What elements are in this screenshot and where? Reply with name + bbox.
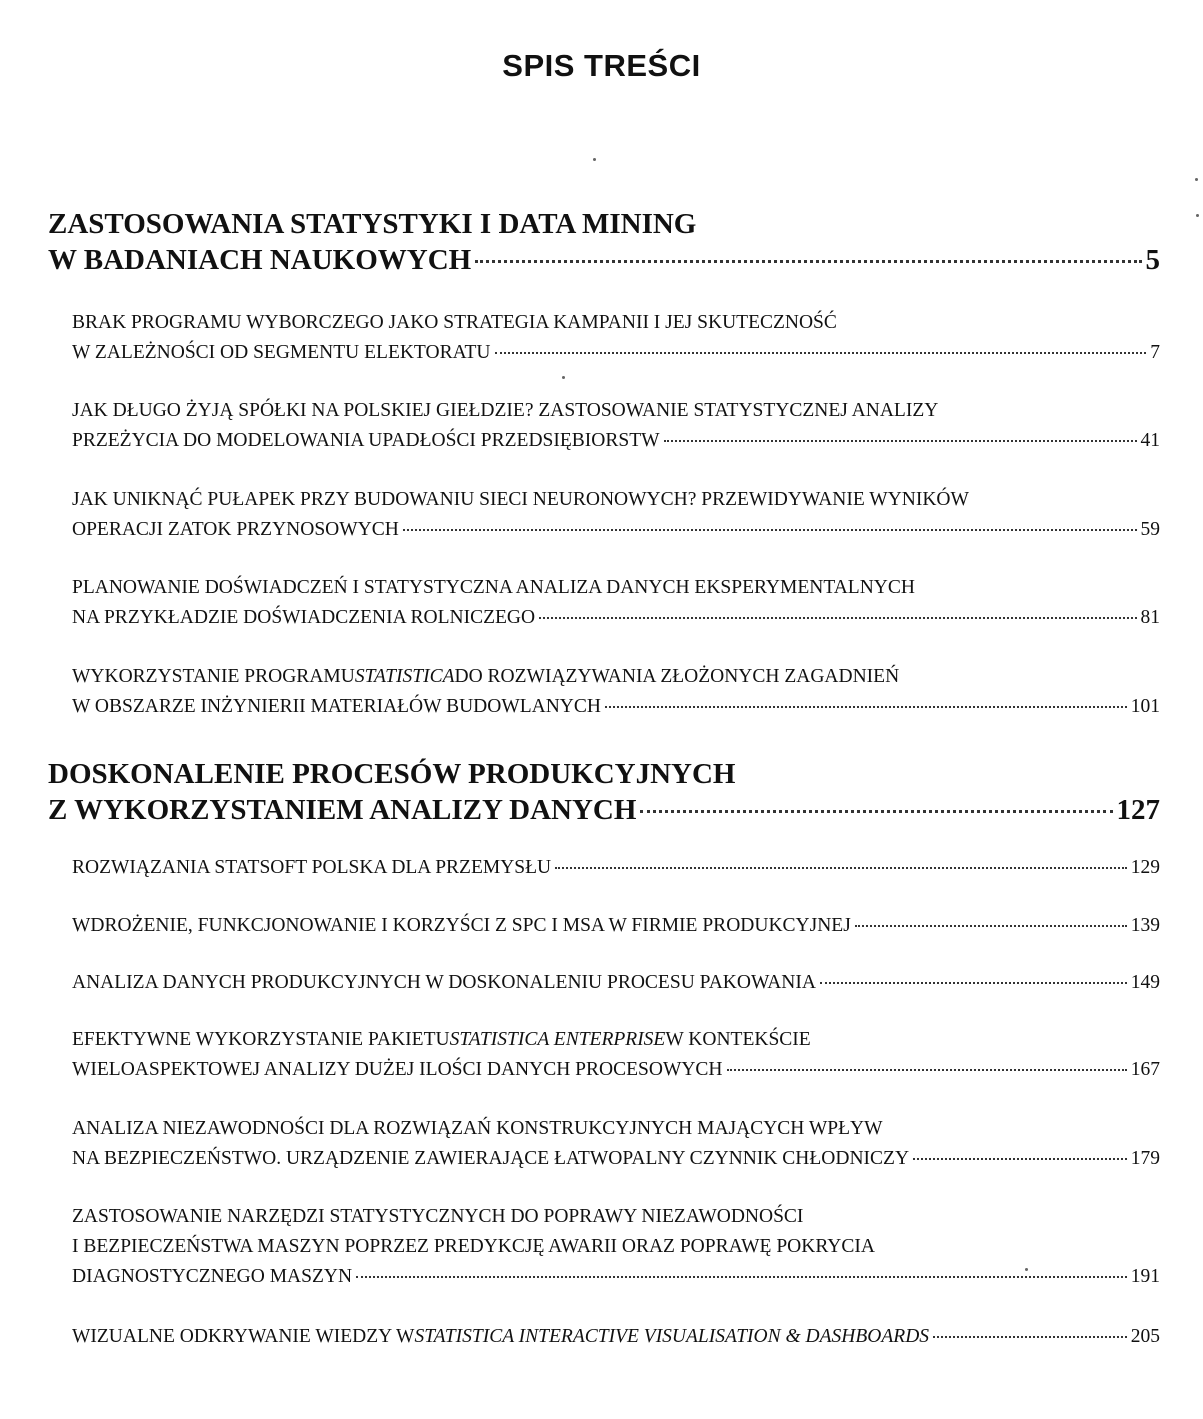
toc-entry: PLANOWANIE DOŚWIADCZEŃ I STATYSTYCZNA ANALIZA DANYCH EKSPERYMENTALNYCH NA PRZYKŁADZIE DOŚWIADCZENIA ROLNICZEGO 81 [72, 573, 1160, 633]
page-number: 129 [1130, 857, 1160, 878]
section-heading-2 [48, 756, 1160, 828]
toc-entry: JAK UNIKNĄĆ PUŁAPEK PRZY BUDOWANIU SIECI NEURONOWYCH? PRZEWIDYWANIE WYNIKÓW OPERACJI ZATOK PRZYNOSOWYCH 59 [72, 485, 1160, 545]
toc-entry: ANALIZA NIEZAWODNOŚCI DLA ROZWIĄZAŃ KONSTRUKCYJNYCH MAJĄCYCH WPŁYW NA BEZPIECZEŃSTWO. URZĄDZENIE ZAWIERAJĄCE ŁATWOPALNY CZYNNIK CHŁODNICZY 179 [72, 1114, 1160, 1174]
dot-leader [913, 1158, 1127, 1160]
dot-leader [555, 867, 1127, 869]
page-number: 205 [1130, 1326, 1160, 1347]
dot-leader [640, 810, 1112, 813]
dot-leader [475, 260, 1141, 263]
dot-leader [664, 440, 1137, 442]
scan-speck [1025, 1268, 1028, 1271]
toc-entry: JAK DŁUGO ŻYJĄ SPÓŁKI NA POLSKIEJ GIEŁDZIE? ZASTOSOWANIE STATYSTYCZNEJ ANALIZY PRZEŻYCIA DO MODELOWANIA UPADŁOŚCI PRZEDSIĘBIORSTW 41 [72, 396, 1160, 456]
dot-leader [539, 617, 1136, 619]
page-number: 101 [1130, 696, 1160, 717]
page-number: 127 [1116, 794, 1160, 826]
scan-speck [593, 158, 596, 161]
section-line: ZASTOSOWANIA STATYSTYKI I DATA MINING [48, 208, 697, 240]
toc-entry: WIZUALNE ODKRYWANIE WIEDZY W STATISTICA INTERACTIVE VISUALISATION & DASHBOARDS 205 [72, 1322, 1160, 1352]
page-number: 191 [1130, 1266, 1160, 1287]
page-title: SPIS TREŚCI [502, 48, 701, 83]
page-number: 81 [1140, 607, 1160, 628]
section-heading-1 [48, 206, 1160, 278]
section-line: DOSKONALENIE PROCESÓW PRODUKCYJNYCH [48, 758, 736, 790]
dot-leader [605, 706, 1127, 708]
page-number: 149 [1130, 972, 1160, 993]
dot-leader [855, 925, 1127, 927]
page-number: 5 [1145, 244, 1160, 276]
page-number: 41 [1140, 430, 1160, 451]
dot-leader [820, 982, 1127, 984]
section-line: W BADANIACH NAUKOWYCH 5 [48, 244, 1160, 276]
scan-speck [1195, 178, 1198, 181]
toc-entry: BRAK PROGRAMU WYBORCZEGO JAKO STRATEGIA KAMPANII I JEJ SKUTECZNOŚĆ W ZALEŻNOŚCI OD SEGMENTU ELEKTORATU 7 [72, 308, 1160, 368]
toc-entry: WYKORZYSTANIE PROGRAMU STATISTICA DO ROZWIĄZYWANIA ZŁOŻONYCH ZAGADNIEŃ W OBSZARZE INŻYNIERII MATERIAŁÓW BUDOWLANYCH 101 [72, 662, 1160, 722]
page-number: 139 [1130, 915, 1160, 936]
toc-entry: ZASTOSOWANIE NARZĘDZI STATYSTYCZNYCH DO POPRAWY NIEZAWODNOŚCI I BEZPIECZEŃSTWA MASZYN POPRZEZ PREDYKCJĘ AWARII ORAZ POPRAWĘ POKRYCIA DIAGNOSTYCZNEGO MASZYN 191 [72, 1202, 1160, 1292]
scan-speck [562, 376, 565, 379]
dot-leader [356, 1276, 1127, 1278]
page-number: 59 [1140, 519, 1160, 540]
toc-entry: EFEKTYWNE WYKORZYSTANIE PAKIETU STATISTICA ENTERPRISE W KONTEKŚCIE WIELOASPEKTOWEJ ANALIZY DUŻEJ ILOŚCI DANYCH PROCESOWYCH 167 [72, 1025, 1160, 1085]
dot-leader [727, 1069, 1127, 1071]
toc-entry: WDROŻENIE, FUNKCJONOWANIE I KORZYŚCI Z SPC I MSA W FIRMIE PRODUKCYJNEJ 139 [72, 911, 1160, 941]
page-number: 167 [1130, 1059, 1160, 1080]
toc-entry: ROZWIĄZANIA STATSOFT POLSKA DLA PRZEMYSŁU 129 [72, 853, 1160, 883]
dot-leader [933, 1336, 1127, 1338]
page-number: 179 [1130, 1148, 1160, 1169]
section-line: Z WYKORZYSTANIEM ANALIZY DANYCH 127 [48, 794, 1160, 826]
dot-leader [403, 529, 1137, 531]
page-number: 7 [1150, 342, 1160, 363]
scan-speck [1196, 214, 1199, 217]
toc-entry: ANALIZA DANYCH PRODUKCYJNYCH W DOSKONALENIU PROCESU PAKOWANIA 149 [72, 968, 1160, 998]
dot-leader [495, 352, 1147, 354]
